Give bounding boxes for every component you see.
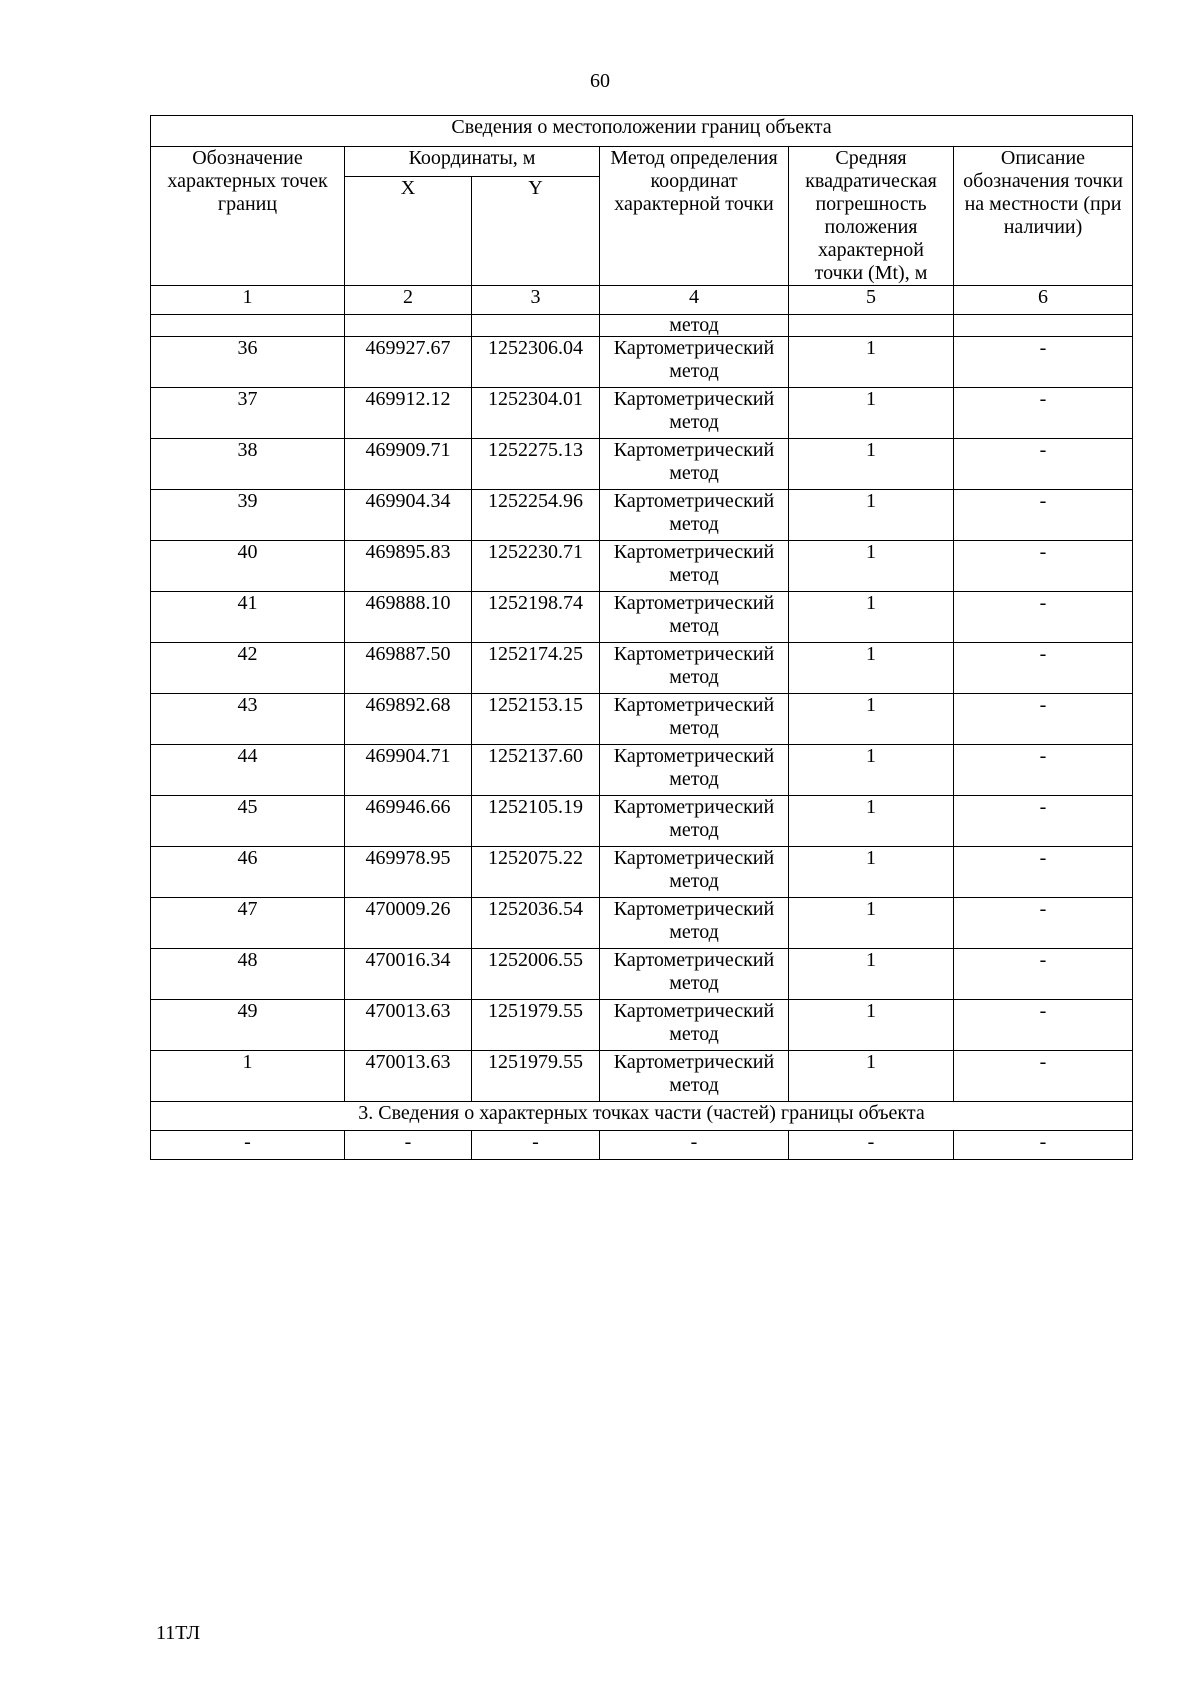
cell-y: 1252254.96 — [472, 490, 600, 541]
cell-method: Картометрический метод — [600, 541, 789, 592]
cell-error: 1 — [789, 796, 954, 847]
cell-error: 1 — [789, 541, 954, 592]
cell-method: Картометрический метод — [600, 337, 789, 388]
cell-x: 469904.71 — [345, 745, 472, 796]
cell-y: 1252006.55 — [472, 949, 600, 1000]
cell-method: Картометрический метод — [600, 388, 789, 439]
cell-method: Картометрический метод — [600, 490, 789, 541]
cell-x: 469927.67 — [345, 337, 472, 388]
cell-description: - — [954, 1051, 1133, 1102]
cell-description: - — [954, 337, 1133, 388]
cell-x: 469887.50 — [345, 643, 472, 694]
footer-code: 11ТЛ — [156, 1622, 201, 1644]
cell-error: 1 — [789, 490, 954, 541]
cell-method: Картометрический метод — [600, 643, 789, 694]
cell-error: 1 — [789, 745, 954, 796]
cell-error: 1 — [789, 898, 954, 949]
cell-description: - — [954, 439, 1133, 490]
table-row — [151, 1000, 1133, 1051]
table-row — [151, 337, 1133, 388]
section3-cell: - — [789, 1131, 954, 1160]
header-y: Y — [472, 177, 600, 286]
header-method: Метод определения координат характерной точки — [600, 147, 789, 286]
cell-x: 469946.66 — [345, 796, 472, 847]
cell-y: 1252306.04 — [472, 337, 600, 388]
cell-point: 37 — [151, 388, 345, 439]
section3-cell: - — [472, 1131, 600, 1160]
cell-x: 469909.71 — [345, 439, 472, 490]
cell-point: 36 — [151, 337, 345, 388]
table-row — [151, 439, 1133, 490]
cell-y: 1252075.22 — [472, 847, 600, 898]
header-coordinates: Координаты, м — [345, 147, 600, 177]
cell-error: 1 — [789, 337, 954, 388]
cell-error: 1 — [789, 847, 954, 898]
boundary-coordinates-table — [150, 115, 1133, 1160]
table-row — [151, 949, 1133, 1000]
continuation-row — [151, 315, 1133, 337]
cell-description: - — [954, 694, 1133, 745]
cell-y: 1252036.54 — [472, 898, 600, 949]
cell-x: 470013.63 — [345, 1051, 472, 1102]
cell-method: Картометрический метод — [600, 592, 789, 643]
cell-description: - — [954, 949, 1133, 1000]
cell-method: Картометрический метод — [600, 796, 789, 847]
table-row — [151, 541, 1133, 592]
cell-point: 45 — [151, 796, 345, 847]
column-number: 1 — [151, 286, 345, 315]
cell-description: - — [954, 898, 1133, 949]
continuation-method: метод — [600, 315, 789, 337]
cell-error: 1 — [789, 949, 954, 1000]
cell-y: 1252275.13 — [472, 439, 600, 490]
cell-description: - — [954, 490, 1133, 541]
cell-point: 39 — [151, 490, 345, 541]
cell-y: 1252137.60 — [472, 745, 600, 796]
cell-point: 41 — [151, 592, 345, 643]
cell-x: 469895.83 — [345, 541, 472, 592]
column-number: 5 — [789, 286, 954, 315]
cell-error: 1 — [789, 388, 954, 439]
header-x: X — [345, 177, 472, 286]
section3-cell: - — [151, 1131, 345, 1160]
cell-method: Картометрический метод — [600, 898, 789, 949]
cell-error: 1 — [789, 694, 954, 745]
cell-description: - — [954, 388, 1133, 439]
cell-point: 43 — [151, 694, 345, 745]
cell-x: 469912.12 — [345, 388, 472, 439]
cell-y: 1252105.19 — [472, 796, 600, 847]
header-point: Обозначение характерных точек границ — [151, 147, 345, 286]
page-number: 60 — [590, 70, 610, 92]
cell-description: - — [954, 745, 1133, 796]
cell-description: - — [954, 643, 1133, 694]
column-number: 3 — [472, 286, 600, 315]
cell-point: 46 — [151, 847, 345, 898]
header-error: Средняя квадратическая погрешность положения характерной точки (Mt), м — [789, 147, 954, 286]
section3-title: 3. Сведения о характерных точках части (частей) границы объекта — [151, 1102, 1133, 1131]
table-row — [151, 898, 1133, 949]
cell-error: 1 — [789, 592, 954, 643]
cell-y: 1252153.15 — [472, 694, 600, 745]
cell-description: - — [954, 592, 1133, 643]
cell-y: 1252304.01 — [472, 388, 600, 439]
cell-x: 469978.95 — [345, 847, 472, 898]
table-row — [151, 643, 1133, 694]
cell-method: Картометрический метод — [600, 694, 789, 745]
cell-x: 469892.68 — [345, 694, 472, 745]
cell-error: 1 — [789, 1051, 954, 1102]
cell-description: - — [954, 796, 1133, 847]
table-row — [151, 490, 1133, 541]
section3-row — [151, 1131, 1133, 1160]
cell-method: Картометрический метод — [600, 1051, 789, 1102]
table-row — [151, 847, 1133, 898]
table-row — [151, 592, 1133, 643]
cell-point: 44 — [151, 745, 345, 796]
cell-description: - — [954, 1000, 1133, 1051]
cell-point: 42 — [151, 643, 345, 694]
table-title: Сведения о местоположении границ объекта — [151, 116, 1133, 147]
cell-x: 470013.63 — [345, 1000, 472, 1051]
cell-error: 1 — [789, 1000, 954, 1051]
cell-method: Картометрический метод — [600, 949, 789, 1000]
column-numbers-row — [151, 286, 1133, 315]
header-description: Описание обозначения точки на местности (при наличии) — [954, 147, 1133, 286]
cell-method: Картометрический метод — [600, 439, 789, 490]
cell-x: 470016.34 — [345, 949, 472, 1000]
table-row — [151, 796, 1133, 847]
cell-x: 469888.10 — [345, 592, 472, 643]
cell-error: 1 — [789, 643, 954, 694]
cell-error: 1 — [789, 439, 954, 490]
cell-method: Картометрический метод — [600, 847, 789, 898]
cell-y: 1252230.71 — [472, 541, 600, 592]
table-row — [151, 1051, 1133, 1102]
cell-x: 469904.34 — [345, 490, 472, 541]
table-row — [151, 745, 1133, 796]
cell-method: Картометрический метод — [600, 745, 789, 796]
cell-y: 1252198.74 — [472, 592, 600, 643]
table-row — [151, 694, 1133, 745]
cell-y: 1251979.55 — [472, 1051, 600, 1102]
cell-point: 49 — [151, 1000, 345, 1051]
table-row — [151, 388, 1133, 439]
section3-cell: - — [600, 1131, 789, 1160]
column-number: 4 — [600, 286, 789, 315]
cell-description: - — [954, 541, 1133, 592]
column-number: 6 — [954, 286, 1133, 315]
cell-description: - — [954, 847, 1133, 898]
section3-cell: - — [954, 1131, 1133, 1160]
section3-cell: - — [345, 1131, 472, 1160]
cell-point: 47 — [151, 898, 345, 949]
cell-point: 38 — [151, 439, 345, 490]
cell-y: 1252174.25 — [472, 643, 600, 694]
cell-point: 48 — [151, 949, 345, 1000]
column-number: 2 — [345, 286, 472, 315]
cell-point: 40 — [151, 541, 345, 592]
cell-point: 1 — [151, 1051, 345, 1102]
cell-x: 470009.26 — [345, 898, 472, 949]
cell-y: 1251979.55 — [472, 1000, 600, 1051]
cell-method: Картометрический метод — [600, 1000, 789, 1051]
